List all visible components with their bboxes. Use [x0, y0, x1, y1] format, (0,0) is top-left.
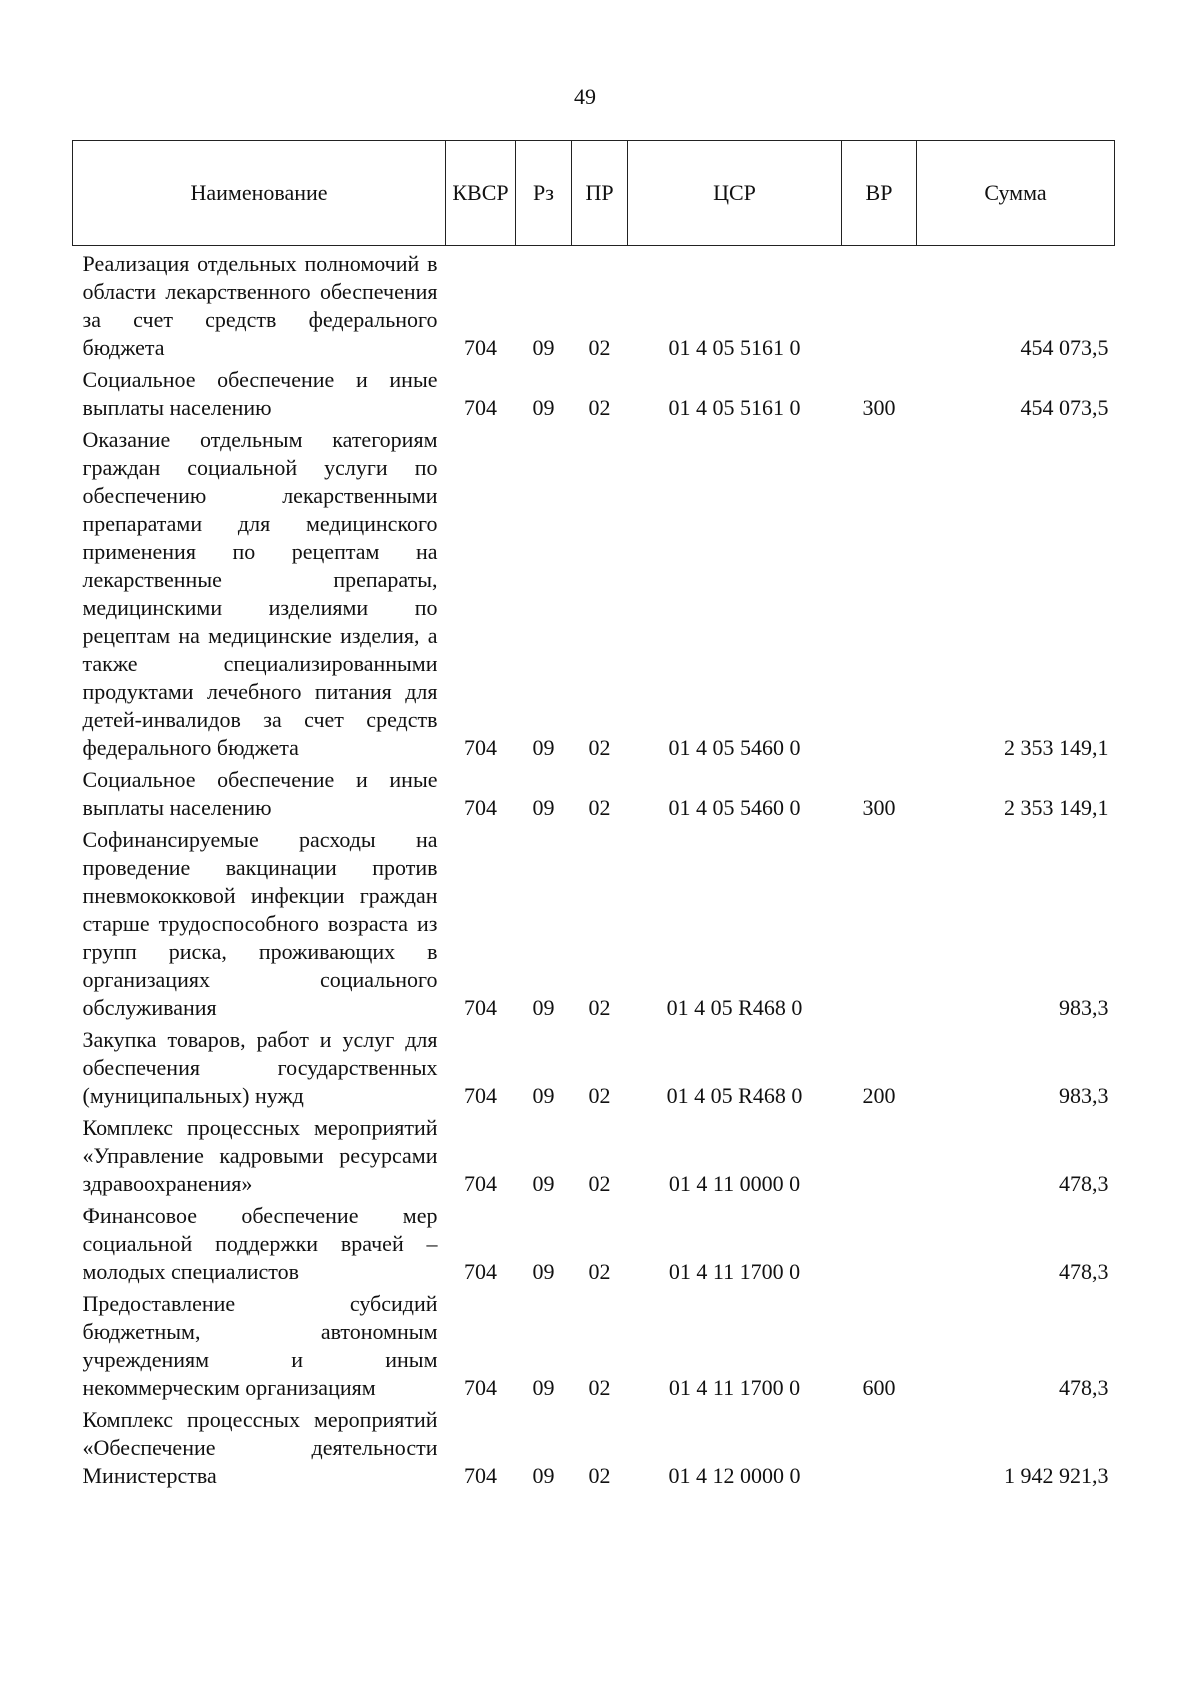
- row-kvsr: 704: [464, 795, 497, 820]
- header-kvsr: КВСР: [446, 141, 516, 246]
- row-pr: 02: [588, 995, 611, 1020]
- row-csr: 01 4 05 5161 0: [668, 395, 801, 420]
- row-rz: 09: [532, 1083, 555, 1108]
- row-sum: 478,3: [1059, 1375, 1109, 1400]
- page-number: 49: [574, 84, 596, 109]
- row-vr: 300: [862, 795, 896, 820]
- table-row: [73, 1286, 1115, 1402]
- row-pr: 02: [588, 335, 611, 360]
- row-rz: 09: [532, 335, 555, 360]
- row-pr: 02: [588, 795, 611, 820]
- row-pr: 02: [588, 1375, 611, 1400]
- row-csr: 01 4 05 5460 0: [668, 795, 801, 820]
- row-name: Софинансируемые расходы на проведение вакцинации против пневмококковой инфекции граждан старше трудоспособного возраста из групп риска, проживающих в организациях социального обслуживания: [82, 827, 438, 1020]
- row-rz: 09: [532, 735, 555, 760]
- row-pr: 02: [588, 1463, 611, 1488]
- row-sum: 454 073,5: [1020, 335, 1109, 360]
- row-rz: 09: [532, 1463, 555, 1488]
- row-name: Социальное обеспечение и иные выплаты населению: [82, 367, 438, 420]
- row-name: Закупка товаров, работ и услуг для обеспечения государственных (муниципальных) нужд: [82, 1027, 438, 1108]
- row-csr: 01 4 05 R468 0: [666, 1083, 803, 1108]
- row-name: Комплекс процессных мероприятий «Управление кадровыми ресурсами здравоохранения»: [82, 1115, 438, 1196]
- row-csr: 01 4 11 0000 0: [668, 1171, 801, 1196]
- table-row: [73, 1198, 1115, 1286]
- row-kvsr: 704: [464, 995, 497, 1020]
- row-sum: 2 353 149,1: [1004, 795, 1109, 820]
- row-kvsr: 704: [464, 1083, 497, 1108]
- header-rz: Рз: [516, 141, 572, 246]
- header-pr: ПР: [572, 141, 628, 246]
- row-pr: 02: [588, 1171, 611, 1196]
- row-sum: 478,3: [1059, 1259, 1109, 1284]
- row-vr: [842, 1198, 917, 1286]
- row-pr: 02: [588, 1259, 611, 1284]
- row-name: Социальное обеспечение и иные выплаты населению: [82, 767, 438, 820]
- header-sum: Сумма: [917, 141, 1115, 246]
- header-name: Наименование: [73, 141, 446, 246]
- row-vr: [842, 1110, 917, 1198]
- row-rz: 09: [532, 995, 555, 1020]
- row-kvsr: 704: [464, 1463, 497, 1488]
- header-csr: ЦСР: [628, 141, 842, 246]
- row-csr: 01 4 05 5161 0: [668, 335, 801, 360]
- table-row: [73, 822, 1115, 1022]
- row-kvsr: 704: [464, 1171, 497, 1196]
- table-row: [73, 246, 1115, 363]
- row-pr: 02: [588, 395, 611, 420]
- row-vr: [842, 822, 917, 1022]
- row-vr: 200: [862, 1083, 896, 1108]
- row-sum: 983,3: [1059, 995, 1109, 1020]
- row-csr: 01 4 11 1700 0: [668, 1259, 801, 1284]
- table-row: [73, 362, 1115, 422]
- row-vr: [842, 422, 917, 762]
- row-sum: 454 073,5: [1020, 395, 1109, 420]
- row-csr: 01 4 05 5460 0: [668, 735, 801, 760]
- row-vr: 600: [862, 1375, 896, 1400]
- row-kvsr: 704: [464, 735, 497, 760]
- row-rz: 09: [532, 1259, 555, 1284]
- row-name: Реализация отдельных полномочий в области лекарственного обеспечения за счет средств федерального бюджета: [82, 251, 438, 360]
- row-name: Оказание отдельным категориям граждан социальной услуги по обеспечению лекарственными препаратами для медицинского применения по рецептам на лекарственные препараты, медицинскими изделиями по рецептам на медицинские изделия, а также специализированными продуктами лечебного питания для детей-инвалидов за счет средств федерального бюджета: [82, 427, 438, 760]
- row-kvsr: 704: [464, 335, 497, 360]
- row-csr: 01 4 12 0000 0: [668, 1463, 801, 1488]
- row-name: Комплекс процессных мероприятий «Обеспечение деятельности Министерства: [82, 1407, 438, 1488]
- table-row: [73, 1022, 1115, 1110]
- row-pr: 02: [588, 735, 611, 760]
- row-name: Финансовое обеспечение мер социальной поддержки врачей – молодых специалистов: [82, 1203, 438, 1284]
- table-row: [73, 762, 1115, 822]
- row-pr: 02: [588, 1083, 611, 1108]
- row-kvsr: 704: [464, 1259, 497, 1284]
- row-sum: 1 942 921,3: [1004, 1463, 1109, 1488]
- row-kvsr: 704: [464, 395, 497, 420]
- row-csr: 01 4 05 R468 0: [666, 995, 803, 1020]
- row-vr: [842, 246, 917, 363]
- table-header-row: [73, 141, 1115, 246]
- row-vr: [842, 1402, 917, 1490]
- row-rz: 09: [532, 1171, 555, 1196]
- table-row: [73, 1110, 1115, 1198]
- table-row: [73, 1402, 1115, 1490]
- row-rz: 09: [532, 1375, 555, 1400]
- table-row: [73, 422, 1115, 762]
- row-sum: 983,3: [1059, 1083, 1109, 1108]
- row-rz: 09: [532, 395, 555, 420]
- row-vr: 300: [862, 395, 896, 420]
- row-sum: 2 353 149,1: [1004, 735, 1109, 760]
- row-rz: 09: [532, 795, 555, 820]
- row-kvsr: 704: [464, 1375, 497, 1400]
- row-name: Предоставление субсидий бюджетным, автономным учреждениям и иным некоммерческим организациям: [82, 1291, 438, 1400]
- budget-table: [72, 140, 1115, 1490]
- row-sum: 478,3: [1059, 1171, 1109, 1196]
- row-csr: 01 4 11 1700 0: [668, 1375, 801, 1400]
- header-vr: ВР: [842, 141, 917, 246]
